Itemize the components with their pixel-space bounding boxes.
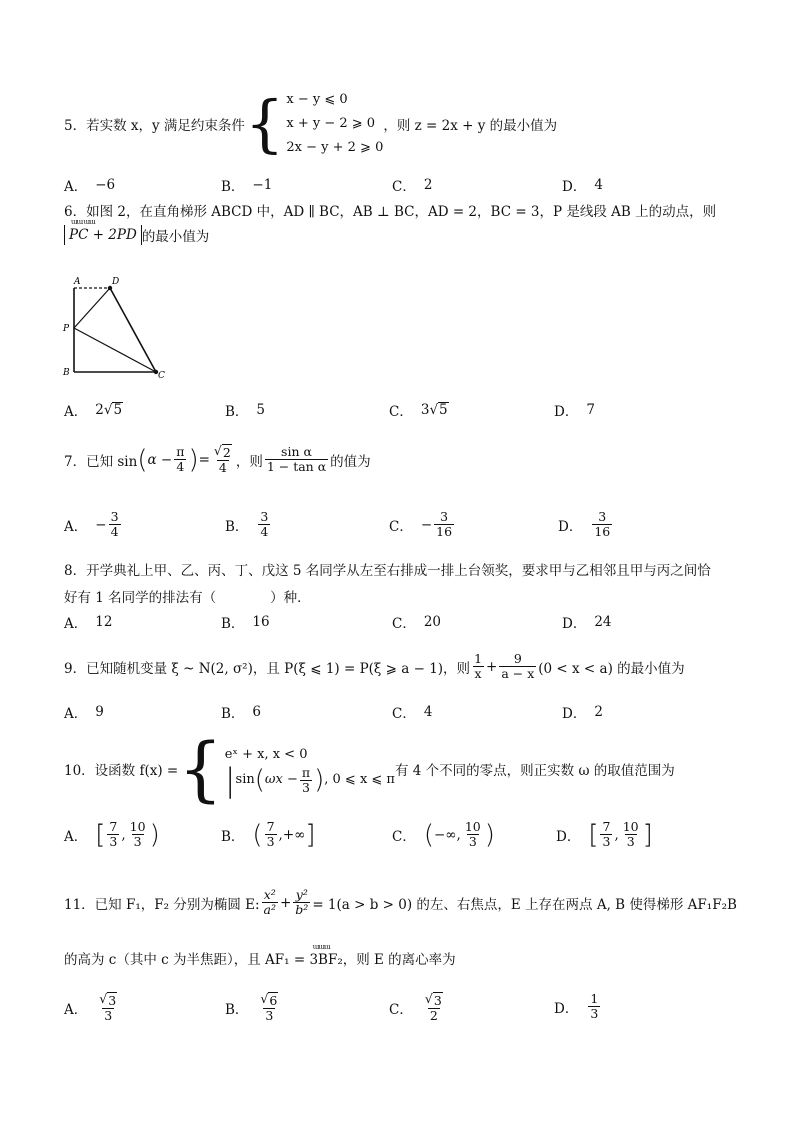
q5-options [0, 175, 794, 203]
q9-option-b[interactable]: B． 6 [221, 704, 262, 722]
q6-line-2 [64, 218, 210, 245]
q11-option-a[interactable]: A． √ 3 3 [64, 991, 117, 1023]
q6-vector-expression: PC + 2PD [69, 227, 137, 243]
q11-prefix: 11．已知 F₁，F₂ 分别为椭圆 E: [64, 896, 260, 913]
q8-line-2: 好有 1 名同学的排法有（ ）种． [64, 590, 311, 606]
q8-option-a[interactable]: A． 12 [64, 614, 113, 632]
q5-option-d[interactable]: D． 4 [562, 177, 603, 195]
q8-option-d[interactable]: D． 24 [562, 614, 612, 632]
question-5 [64, 88, 557, 160]
q7-option-b[interactable]: B． $\frac{3}{4}$ [225, 509, 269, 539]
q5-option-b[interactable]: B． −1 [221, 177, 273, 195]
q7-option-d[interactable]: D． $\frac{3}{16}$ [558, 509, 611, 539]
q8-option-c[interactable]: C． 20 [392, 614, 442, 632]
q10-case-1: eˣ + x, x < 0 [224, 746, 308, 762]
q6-vector-norm: ɯɯ ɯɯ PC + 2PD [64, 225, 142, 245]
q7-option-c[interactable]: C． − $\frac{3}{16}$ [389, 509, 453, 539]
question-10 [64, 728, 675, 810]
q9-option-c[interactable]: C． 4 [392, 704, 433, 722]
q8-line-1: 8．开学典礼上甲、乙、丙、丁、戊这 5 名同学从左至右排成一排上台领奖，要求甲与乙相邻且甲与丙之间恰 [64, 563, 711, 579]
q11-option-b[interactable]: B． √ 6 3 [225, 991, 278, 1023]
question-9: 9．已知随机变量 ξ ~ N(2, σ²)，且 P(ξ ⩽ 1) = P(ξ ⩾ a − 1)，则 $\frac{1}{x}$ + $\frac{9}{a - x}$ (0 < x < a) 的最小值为 [64, 651, 685, 681]
q6-option-c[interactable]: C． 3 √ 5 [389, 402, 448, 420]
q6-suffix: 的最小值为 [141, 229, 210, 245]
q10-option-a[interactable]: A． [ $\frac{7}{3}$ , $\frac{10}{3}$ ) [64, 819, 160, 850]
q5-option-a[interactable]: A． −6 [64, 177, 116, 195]
q10-prefix: 10．设函数 f(x) = [64, 763, 179, 779]
q10-option-b[interactable]: B． ( $\frac{7}{3}$ , +∞ ] [221, 819, 316, 850]
q7-inner: α − [147, 451, 173, 468]
q9-options [0, 702, 794, 730]
question-7: 7．已知 sin ( α − $\frac{\pi}{4}$ ) = √ 2 4 ，则 $\frac{\text{sin α}}{\text{1 − tan α}}$ 的值为 [64, 443, 371, 475]
q10-option-c[interactable]: C． ( −∞, $\frac{10}{3}$ ) [392, 819, 495, 850]
q6-trapezoid-figure [60, 272, 170, 384]
q7-option-a[interactable]: A． − $\frac{3}{4}$ [64, 509, 119, 539]
q8-options [0, 612, 794, 640]
q10-piecewise: { eˣ + x, x < 0 | sin ( ωx − $\frac{\pi}{3}$ ) , 0 ⩽ x ⩽ π [178, 728, 395, 810]
label-d: D [112, 277, 120, 287]
q7-options [0, 510, 794, 538]
q5-constraint-1: x − y ⩽ 0 [286, 92, 348, 107]
q5-constraint-3: 2x − y + 2 ⩾ 0 [286, 140, 384, 155]
q11-option-d[interactable]: D． $\frac{1}{3}$ [554, 991, 599, 1021]
q6-options [0, 400, 794, 428]
q10-case-2: | sin ( ωx − $\frac{\pi}{3}$ ) , 0 ⩽ x ⩽ π [224, 761, 395, 799]
q5-prefix: 5．若实数 x，y 满足约束条件 [64, 118, 245, 134]
q10-suffix: 有 4 个不同的零点，则正实数 ω 的取值范围为 [394, 763, 675, 779]
label-b: B [63, 368, 70, 378]
q11-line-2-pre: 的高为 c（其中 c 为半焦距），且 AF₁ = 3BF₂ [64, 952, 343, 968]
q5-option-c[interactable]: C． 2 [392, 177, 433, 195]
q5-constraint-2: x + y − 2 ⩾ 0 [286, 116, 376, 131]
q6-option-b[interactable]: B． 5 [225, 402, 266, 420]
q7-prefix: 7．已知 sin [64, 453, 138, 470]
label-c: C [158, 371, 165, 381]
q8-option-b[interactable]: B． 16 [221, 614, 270, 632]
q6-option-a[interactable]: A． 2 √ 5 [64, 402, 123, 420]
q9-option-a[interactable]: A． 9 [64, 704, 104, 722]
q11-options [0, 992, 794, 1032]
question-11: 11．已知 F₁，F₂ 分别为椭圆 E: $\frac{\text{x²}}{\text{a²}}$ + $\frac{\text{y²}}{\text{b²}}$ = 1(a > b > 0) 的左、右焦点，E 上存在两点 A, B 使得梯形 AF₁F₂B [64, 887, 737, 917]
label-p: P [63, 324, 70, 334]
q11-line-2: 的高为 c（其中 c 为半焦距），且 AF₁ = 3BF₂ ɯɯɯ ，则 E 的离心率为 [64, 943, 456, 968]
q9-prefix: 9．已知随机变量 ξ ~ N(2, σ²)，且 P(ξ ⩽ 1) = P(ξ ⩾ a − 1)，则 [64, 660, 471, 677]
q9-option-d[interactable]: D． 2 [562, 704, 603, 722]
q6-line-1: 6．如图 2，在直角梯形 ABCD 中，AD ∥ BC，AB ⊥ BC，AD = 2，BC = 3，P 是线段 AB 上的动点，则 [64, 204, 717, 220]
q11-option-c[interactable]: C． √ 3 2 [389, 991, 442, 1023]
q10-option-d[interactable]: D． [ $\frac{7}{3}$ , $\frac{10}{3}$ ] [556, 819, 653, 850]
label-a: A [74, 277, 81, 287]
q10-options [0, 820, 794, 864]
q5-constraint-system: { x − y ⩽ 0 x + y − 2 ⩾ 0 2x − y + 2 ⩾ 0 [244, 87, 384, 160]
q5-suffix: ，则 z = 2x + y 的最小值为 [383, 118, 558, 134]
segment-pd [74, 288, 110, 328]
q6-option-d[interactable]: D． 7 [554, 402, 595, 420]
